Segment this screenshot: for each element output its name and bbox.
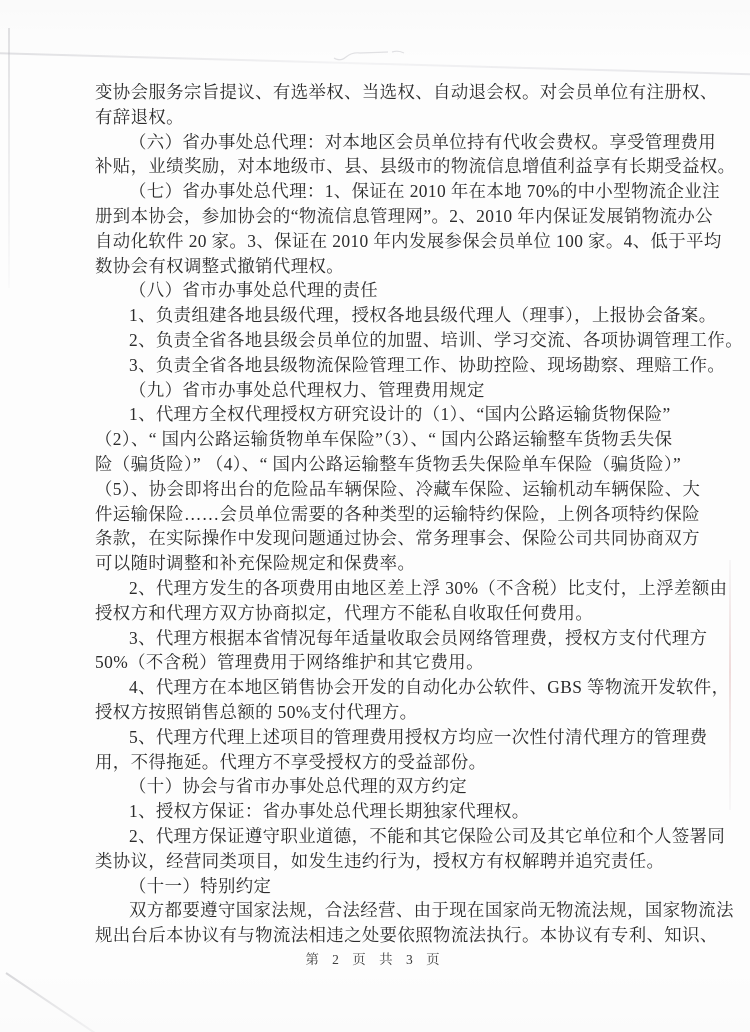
doc-line: 双方都要遵守国家法规，合法经营、由于现在国家尚无物流法规，国家物流法	[129, 900, 734, 921]
doc-line: 2、负责全省各地县级会员单位的加盟、培训、学习交流、各项协调管理工作。	[129, 329, 743, 350]
scan-artifact-left-edge	[8, 28, 10, 288]
document-text-block	[95, 80, 743, 948]
doc-line: 自动化软件 20 家。3、保证在 2010 年内发展参保会员单位 100 家。4、低于平均	[95, 230, 722, 251]
doc-line: 件运输保险……会员单位需要的各种类型的运输特约保险，上例各项特约保险	[95, 503, 700, 524]
doc-line: （六）省办事处总代理：对本地区会员单位持有代收会费权。享受管理费用	[129, 131, 717, 152]
doc-line: 5、代理方代理上述项目的管理费用授权方均应一次性付清代理方的管理费	[129, 726, 708, 747]
doc-line: 可以随时调整和补充保险规定和保费率。	[95, 553, 416, 574]
doc-line: （七）省办事处总代理：1、保证在 2010 年在本地 70%的中小型物流企业注	[129, 181, 720, 202]
doc-line: （2）、“ 国内公路运输货物单车保险”（3）、“ 国内公路运输整车货物丢失保	[95, 429, 673, 450]
doc-line: （八）省市办事处总代理的责任	[129, 280, 379, 301]
doc-line: 1、授权方保证：省办事处总代理长期独家代理权。	[129, 801, 530, 822]
doc-line: 用，不得拖延。代理方不享受授权方的受益部份。	[95, 751, 487, 772]
doc-line: 2、代理方发生的各项费用由地区差上浮 30%（不含税）比支付，上浮差额由	[129, 577, 728, 598]
doc-line: 规出台后本协议有与物流法相违之处要依照物流法执行。本协议有专利、知识、	[95, 925, 718, 946]
doc-line: （十一）特别约定	[129, 875, 272, 896]
doc-line: 册到本协会，参加协会的“物流信息管理网”。2、2010 年内保证发展销物流办公	[95, 205, 713, 226]
doc-line: 授权方按照销售总额的 50%支付代理方。	[95, 701, 418, 722]
doc-line: 有辞退权。	[95, 106, 184, 127]
page-number-footer: 第 2 页 共 3 页	[305, 952, 445, 967]
scan-artifact-right-edge	[729, 560, 731, 810]
doc-line: 授权方和代理方双方协商拟定，代理方不能私自收取任何费用。	[95, 602, 594, 623]
doc-line: （十）协会与省市办事处总代理的双方约定	[129, 776, 468, 797]
doc-line: （九）省市办事处总代理权力、管理费用规定	[129, 379, 485, 400]
doc-line: 条款，在实际操作中发现问题通过协会、常务理事会、保险公司共同协商双方	[95, 528, 700, 549]
doc-line: （5）、协会即将出台的危险品车辆保险、冷藏车保险、运输机动车辆保险、大	[95, 478, 701, 499]
doc-line: 3、负责全省各地县级物流保险管理工作、协助控险、现场勘察、理赔工作。	[129, 354, 726, 375]
doc-line: 数协会有权调整式撤销代理权。	[95, 255, 345, 276]
doc-line: 4、代理方在本地区销售协会开发的自动化办公软件、GBS 等物流开发软件，	[129, 677, 730, 698]
doc-line: 险（骗货险）” （4）、“ 国内公路运输整车货物丢失保险单车保险（骗货险）”	[95, 453, 682, 474]
doc-line: 1、代理方全权代理授权方研究设计的（1）、“国内公路运输货物保险”	[129, 404, 671, 425]
scan-artifact-bottom-crease	[5, 972, 106, 1032]
doc-line: 2、代理方保证遵守职业道德，不能和其它保险公司及其它单位和个人签署同	[129, 825, 726, 846]
doc-line: 50%（不含税）管理费用于网络维护和其它费用。	[95, 652, 484, 673]
doc-line: 类协议，经营同类项目，如发生违约行为，授权方有权解聘并追究责任。	[95, 850, 665, 871]
doc-line: 变协会服务宗旨提议、有选举权、当选权、自动退会权。对会员单位有注册权、	[95, 82, 718, 102]
scan-artifact-pencil-scribble	[330, 40, 426, 66]
doc-line: 补贴，业绩奖励，对本地级市、县、县级市的物流信息增值利益享有长期受益权。	[95, 156, 736, 177]
doc-line: 1、负责组建各地县级代理，授权各地县级代理人（理事），上报协会备案。	[129, 305, 717, 326]
doc-line: 3、代理方根据本省情况每年适量收取会员网络管理费，授权方支付代理方	[129, 627, 708, 648]
